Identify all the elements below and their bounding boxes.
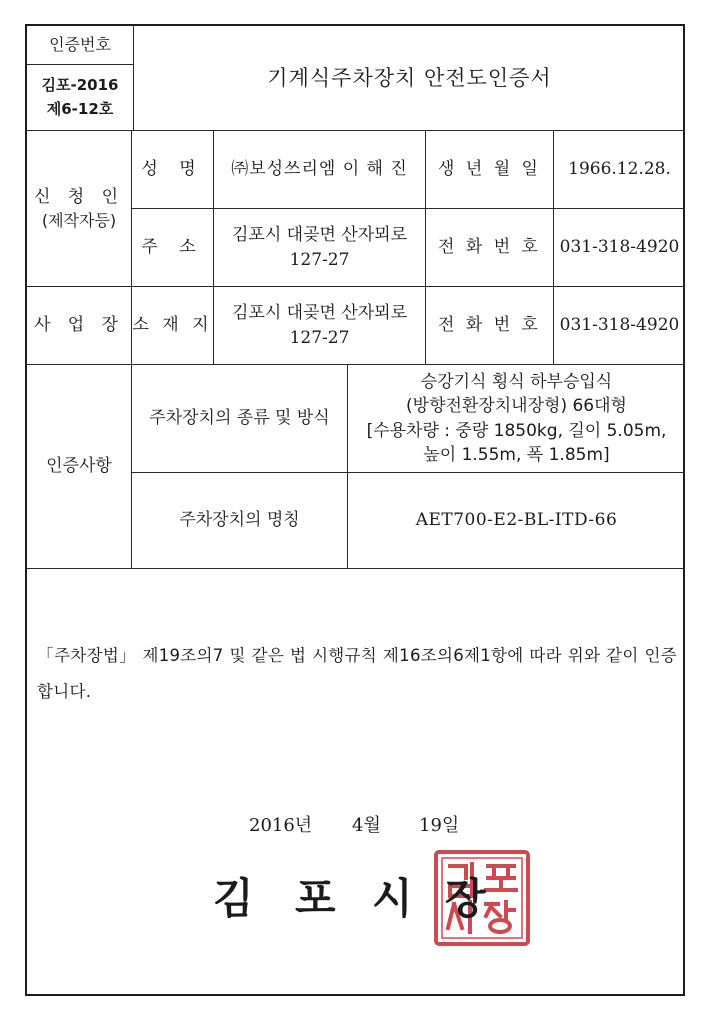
- address-label-cell: [131, 208, 213, 286]
- device-type-line4: 높이 1.55m, 폭 1.85m]: [423, 444, 610, 465]
- cert-no-label: 인증번호: [49, 35, 111, 55]
- location-value-line2: 127-27: [289, 327, 350, 348]
- birth-label: 생 년 월 일: [438, 159, 541, 180]
- certification-statement: 「주차장법」 제19조의7 및 같은 법 시행규칙 제16조의6제1항에 따라 위와 같이 인증합니다.: [37, 646, 677, 701]
- device-type-value-cell: [347, 364, 685, 472]
- document-title-cell: [133, 26, 685, 130]
- workplace-phone-label: 전 화 번 호: [438, 315, 541, 336]
- certification-label-cell: [27, 364, 131, 568]
- address-value-cell: [213, 208, 425, 286]
- certification-label: 인증사항: [46, 456, 112, 477]
- workplace-phone-value: 031-318-4920: [559, 315, 680, 336]
- applicant-label-cell: [27, 130, 131, 286]
- applicant-label: 신 청 인: [33, 186, 125, 207]
- device-type-line2: (방향전환장치내장형) 66대형: [406, 396, 627, 417]
- device-name-value-cell: [347, 472, 685, 568]
- document-title: 기계식주차장치 안전도인증서: [267, 65, 552, 90]
- cert-no-value-line2: 제6-12호: [46, 99, 114, 118]
- cert-no-value-cell: [27, 64, 133, 130]
- cert-no-label-cell: [27, 26, 133, 64]
- issuer-char-1: 김: [213, 874, 254, 923]
- certificate-frame: [25, 24, 685, 996]
- address-label: 주 소: [141, 237, 204, 258]
- location-label-cell: [131, 286, 213, 364]
- name-value: ㈜보성쓰리엠 이 해 진: [231, 159, 408, 180]
- date-day: 19일: [419, 815, 460, 836]
- workplace-label-cell: [27, 286, 131, 364]
- location-label: 소 재 지: [132, 315, 213, 336]
- name-value-cell: [213, 130, 425, 208]
- device-type-line1: 승강기식 횡식 하부승입식: [420, 372, 613, 393]
- device-type-line3: [수용차량 : 중량 1850kg, 길이 5.05m,: [366, 420, 667, 441]
- device-name-value: AET700-E2-BL-ITD-66: [415, 510, 618, 531]
- cert-no-value-line1: 김포-2016: [41, 76, 119, 95]
- birth-label-cell: [425, 130, 553, 208]
- workplace-phone-value-cell: [553, 286, 685, 364]
- date-year: 2016년: [249, 815, 313, 836]
- issuer-char-2: 포: [295, 874, 336, 923]
- birth-value: 1966.12.28.: [568, 159, 671, 180]
- phone-label: 전 화 번 호: [438, 237, 541, 258]
- workplace-label: 사 업 장: [33, 315, 125, 336]
- phone-value-cell: [553, 208, 685, 286]
- phone-label-cell: [425, 208, 553, 286]
- issuer-char-3: 시: [372, 874, 413, 923]
- address-value-line2: 127-27: [289, 249, 350, 270]
- device-name-label: 주차장치의 명칭: [179, 510, 300, 531]
- location-value-cell: [213, 286, 425, 364]
- table-bottom-divider: [27, 568, 685, 569]
- issuer-char-4: 장: [445, 874, 486, 923]
- device-name-label-cell: [131, 472, 347, 568]
- location-value-line1: 김포시 대곶면 산자뫼로: [231, 302, 408, 323]
- device-type-label-cell: [131, 364, 347, 472]
- device-type-label: 주차장치의 종류 및 방식: [149, 408, 330, 429]
- phone-value: 031-318-4920: [559, 237, 680, 258]
- applicant-sublabel: (제작자등): [41, 211, 117, 231]
- workplace-phone-label-cell: [425, 286, 553, 364]
- date-month: 4월: [352, 815, 381, 836]
- name-label: 성 명: [141, 159, 204, 180]
- birth-value-cell: [553, 130, 685, 208]
- address-value-line1: 김포시 대곶면 산자뫼로: [231, 224, 408, 245]
- name-label-cell: [131, 130, 213, 208]
